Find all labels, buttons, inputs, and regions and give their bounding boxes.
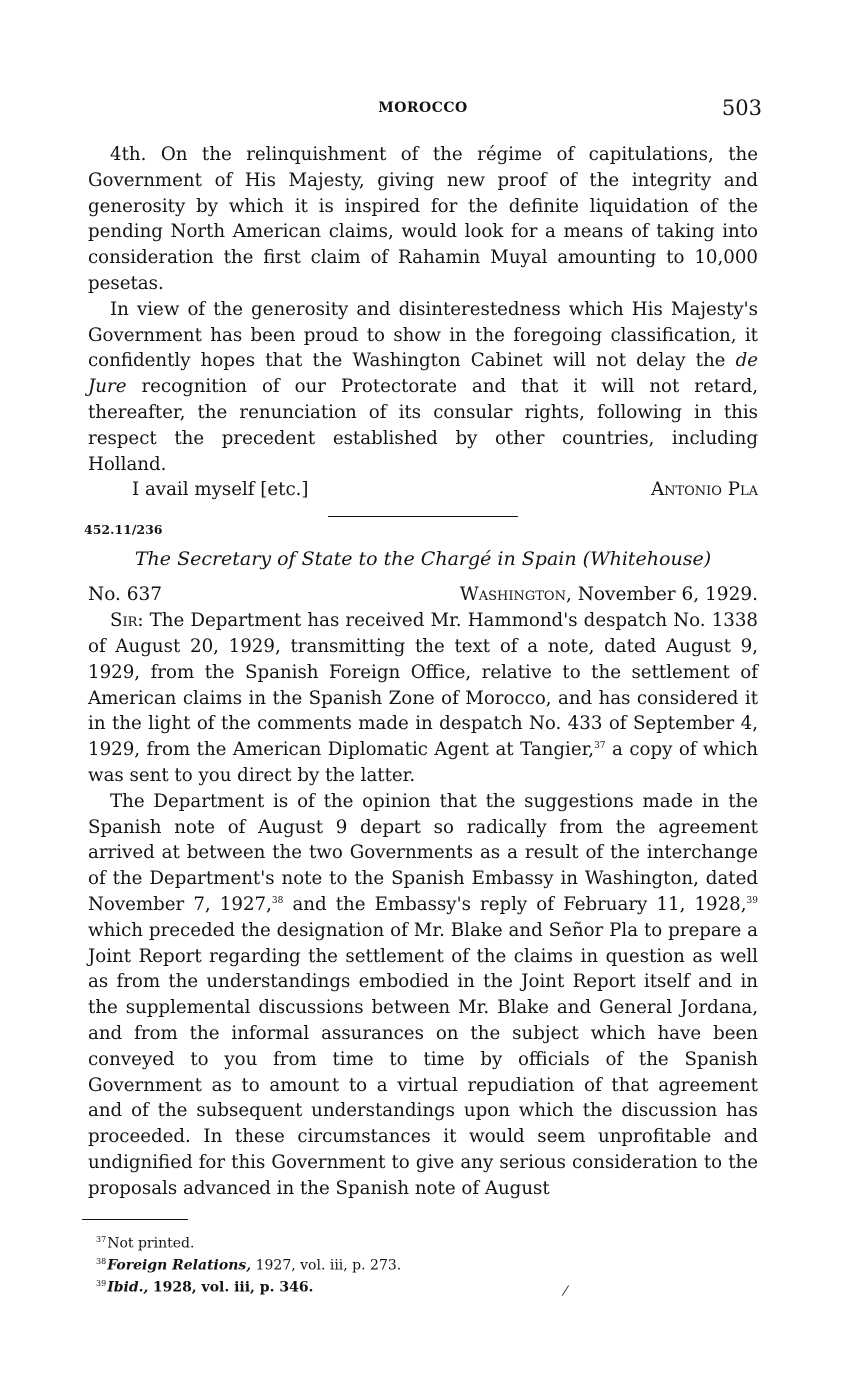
paragraph-in-view xyxy=(88,297,758,478)
signature: Antonio Pla xyxy=(650,479,758,501)
footnote-ref-37[interactable]: 37 xyxy=(594,741,606,752)
document-number: No. 637 xyxy=(88,584,163,606)
place-date xyxy=(460,582,758,608)
running-title: MOROCCO xyxy=(378,100,468,116)
footnote-text: 1927, vol. iii, p. 273. xyxy=(255,1257,402,1274)
document-title xyxy=(88,544,758,574)
paragraph-4th: 4th. On the relinquishment of the régime of capitulations, the Government of His Majesty, giving new proof of the integrity and generosity by which it is inspired for the definite liquidation of the pending North American claims, would look for a means of taking into consideration the first claim of Rahamin Muyal amounting to 10,000 pesetas. xyxy=(88,144,758,294)
footnote-number: 37 xyxy=(96,1235,107,1244)
paragraph-opinion-b: and the Embassy's reply of February 11, 1928, xyxy=(292,893,747,915)
document-title-main: The Secretary of State to the Chargé in Spain xyxy=(134,548,577,571)
footnote-38 xyxy=(96,1253,401,1275)
paragraph-sir-a: The Department has received Mr. Hammond's despatch No. 1338 of August 20, 1929, transmitting the text of a note, dated August 9, 1929, from the Spanish Foreign Office, relative to the settlement of American claims in the Spanish Zone of Morocco, and has considered it in the light of the comments made in despatch No. 433 of September 4, 1929, from the American Diplomatic Agent at Tangier, xyxy=(88,610,758,761)
footnote-ref-38[interactable]: 38 xyxy=(271,895,284,906)
signoff-line xyxy=(88,477,758,503)
salutation: Sir: xyxy=(110,610,144,632)
footnote-ref-39[interactable]: 39 xyxy=(746,895,758,906)
file-number: 452.11/236 xyxy=(84,522,163,538)
date: November 6, 1929. xyxy=(577,584,758,606)
paragraph-opinion-c: which preceded the designation of Mr. Blake and Señor Pla to prepare a Joint Report regarding the settlement of the claims in question as well as from the understandings embodied in the Joint Report itself and in the supplemental discussions between Mr. Blake and General Jordana, and from the informal assurances on the subject which have been conveyed to you from time to time by officials of the Spanish Government as to amount to a virtual repudiation of that agreement and of the subsequent understandings upon which the discussion has proceeded. In these circumstances it would seem unprofitable and undignified for this Government to give any serious consideration to the proposals advanced in the Spanish note of August xyxy=(88,919,758,1199)
paragraph-opinion-a: The Department is of the opinion that the suggestions made in the Spanish note of August 9 depart so radically from the agreement arrived at between the two Governments as a result of the interchange of the Department's note to the Spanish Embassy in Washington, dated November 7, 1927, xyxy=(88,790,758,915)
dateline xyxy=(88,582,758,608)
stray-mark: / xyxy=(561,1282,570,1300)
page-number: 503 xyxy=(721,96,762,120)
footnote-italic: Foreign Relations, xyxy=(107,1257,252,1274)
paragraph-department-opinion xyxy=(88,789,758,1202)
footnote-39 xyxy=(96,1275,401,1297)
paragraph-sir xyxy=(88,608,758,789)
de-jure-term: de Jure xyxy=(88,350,758,398)
paragraph-sir-b: a copy of which was sent to you direct by the latter. xyxy=(88,739,758,786)
footnote-text: Not printed. xyxy=(107,1235,195,1252)
document-title-recipient: (Whitehouse) xyxy=(582,548,712,571)
page-body xyxy=(84,142,758,1201)
footnote-text: 1928, vol. iii, p. 346. xyxy=(152,1279,314,1296)
section-divider xyxy=(328,516,518,517)
footnote-number: 38 xyxy=(96,1257,107,1267)
footnote-37 xyxy=(96,1231,401,1253)
place: Washington, xyxy=(459,584,572,606)
page-header xyxy=(84,96,762,124)
footnotes xyxy=(96,1231,401,1297)
footnote-divider xyxy=(82,1219,188,1220)
footnote-number: 39 xyxy=(96,1279,107,1289)
closing-phrase: I avail myself [etc.] xyxy=(132,479,309,501)
paragraph-in-view-end: recognition of our Protectorate and that it will not retard, thereafter, the renunciation of its consular rights, following in this respect the precedent established by other countries, including Holland. xyxy=(88,376,758,475)
footnote-italic: Ibid., xyxy=(107,1279,149,1296)
paragraph-in-view-start: In view of the generosity and disinterestedness which His Majesty's Government has been proud to show in the foregoing classification, it confidently hopes that the Washington Cabinet will not delay the xyxy=(88,298,758,372)
